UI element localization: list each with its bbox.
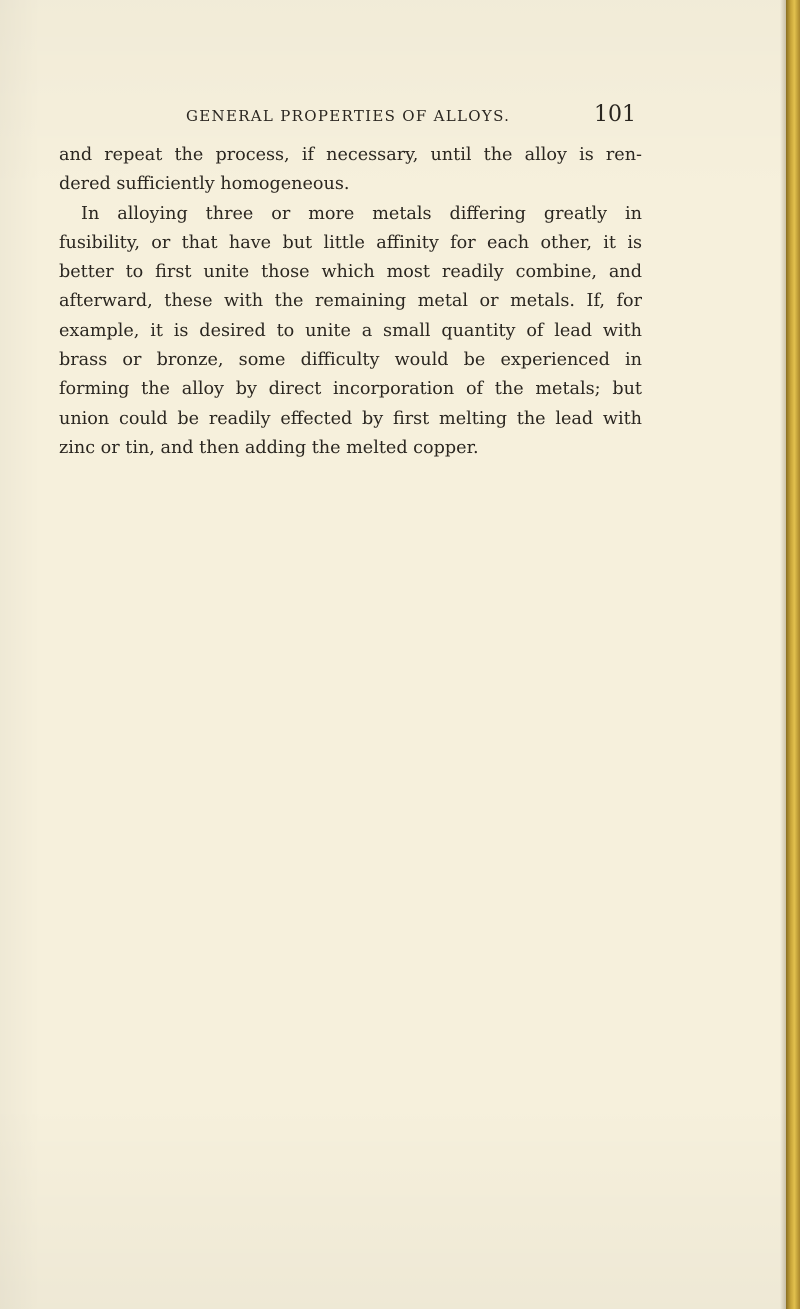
text-line: forming the alloy by direct incorporation of the metals; but — [59, 379, 642, 400]
gilt-page-edge — [786, 0, 800, 1309]
text-line: example, it is desired to unite a small quantity of lead with — [59, 320, 642, 341]
text-line: afterward, these with the remaining metal or metals. If, for — [59, 291, 642, 312]
body-text — [59, 141, 642, 463]
text-line: In alloying three or more metals differing greatly in — [81, 203, 642, 224]
page-header — [186, 102, 636, 132]
text-line: union could be readily effected by first melting the lead with — [59, 408, 642, 429]
page-number: 101 — [594, 102, 636, 127]
running-head: GENERAL PROPERTIES OF ALLOYS. — [186, 107, 511, 125]
text-line: zinc or tin, and then adding the melted copper. — [59, 437, 479, 458]
text-line: dered sufficiently homogeneous. — [59, 174, 350, 195]
text-line: and repeat the process, if necessary, until the alloy is ren- — [59, 145, 642, 165]
text-line: brass or bronze, some difficulty would be experienced in — [59, 350, 642, 371]
text-line: better to first unite those which most readily combine, and — [59, 262, 642, 283]
text-line: fusibility, or that have but little affinity for each other, it is — [59, 232, 642, 253]
